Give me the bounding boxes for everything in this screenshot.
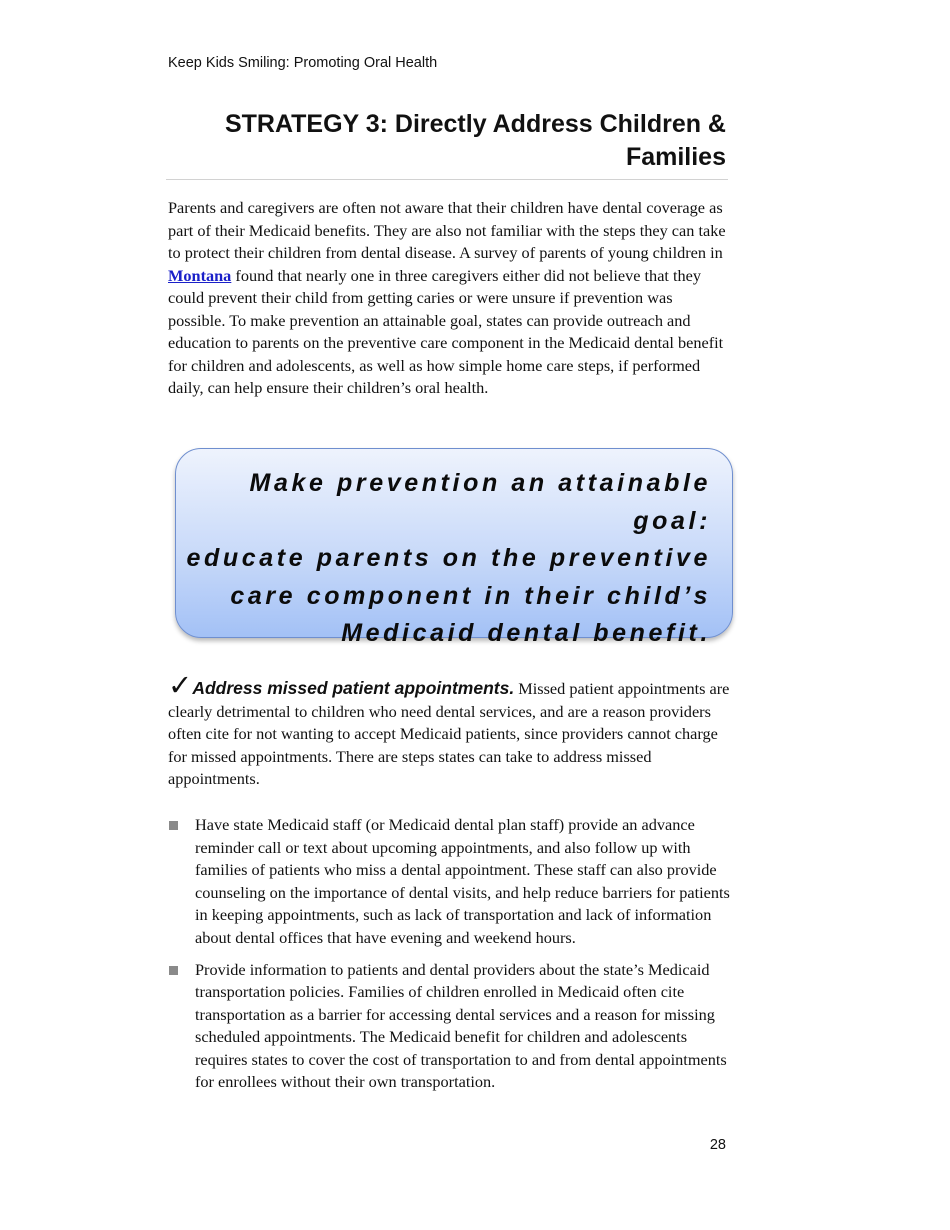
callout-line-2: educate parents on the preventive <box>186 544 711 572</box>
checkmark-icon: ✓ <box>168 668 193 702</box>
list-item <box>168 959 730 1094</box>
page-title <box>168 108 726 174</box>
section-text: Missed patient appointments are clearly detrimental to children who need dental services, and are a reason providers often cite for not wanting to accept Medicaid patients, since providers cannot charge for missed appointments. There are steps states can take to address missed appointments. <box>168 679 730 788</box>
list-item-text: Have state Medicaid staff (or Medicaid dental plan staff) provide an advance reminder call or text about upcoming appointments, and also follow up with families of patients who miss a dental appointment. These staff can also provide counseling on the importance of dental visits, and help reduce barriers for patients in keeping appointments, such as lack of transportation and lack of information about dental offices that have evening and weekend hours. <box>195 815 730 947</box>
callout-line-1: Make prevention an attainable goal: <box>249 469 711 535</box>
running-header: Keep Kids Smiling: Promoting Oral Health <box>168 55 438 71</box>
list-item-text: Provide information to patients and dental providers about the state’s Medicaid transportation policies. Families of children enrolled in Medicaid often cite transportation as a barrier for accessing dental services and a reason for missing scheduled appointments. The Medicaid benefit for children and adolescents requires states to cover the cost of transportation to and from dental appointments for enrollees without their own transportation. <box>195 959 727 1091</box>
page-title-line-2: Families <box>625 143 726 171</box>
callout-line-3: care component in their child’s <box>230 581 711 610</box>
montana-link[interactable]: Montana <box>168 265 232 285</box>
missed-appointments-paragraph <box>168 668 730 791</box>
page-title-line-1: STRATEGY 3: Directly Address Children & <box>224 110 726 138</box>
callout-line-4: Medicaid dental benefit. <box>341 619 711 647</box>
square-bullet-icon <box>169 966 178 975</box>
callout-box <box>175 448 733 647</box>
section-lead: Address missed patient appointments. <box>192 678 515 698</box>
intro-text-after-link: found that nearly one in three caregivers either did not believe that they could prevent their child from getting caries or were unsure if prevention was possible. To make prevention an attainable goal, states can provide outreach and education to parents on the preventive care component in the Medicaid dental benefit for children and adolescents, as well as how simple home care steps, if performed daily, can help ensure their children’s oral health. <box>168 265 724 397</box>
page-number: 28 <box>709 1137 726 1153</box>
intro-paragraph <box>168 197 730 400</box>
list-item <box>168 814 730 949</box>
square-bullet-icon <box>169 821 178 830</box>
title-divider <box>166 179 728 180</box>
callout-text <box>181 465 711 653</box>
intro-text-before-link: Parents and caregivers are often not aware that their children have dental coverage as part of their Medicaid benefits. They are also not familiar with the steps they can take to protect their children from dental disease. A survey of parents of young children in <box>168 198 726 262</box>
strategy-bullet-list <box>168 814 730 1103</box>
